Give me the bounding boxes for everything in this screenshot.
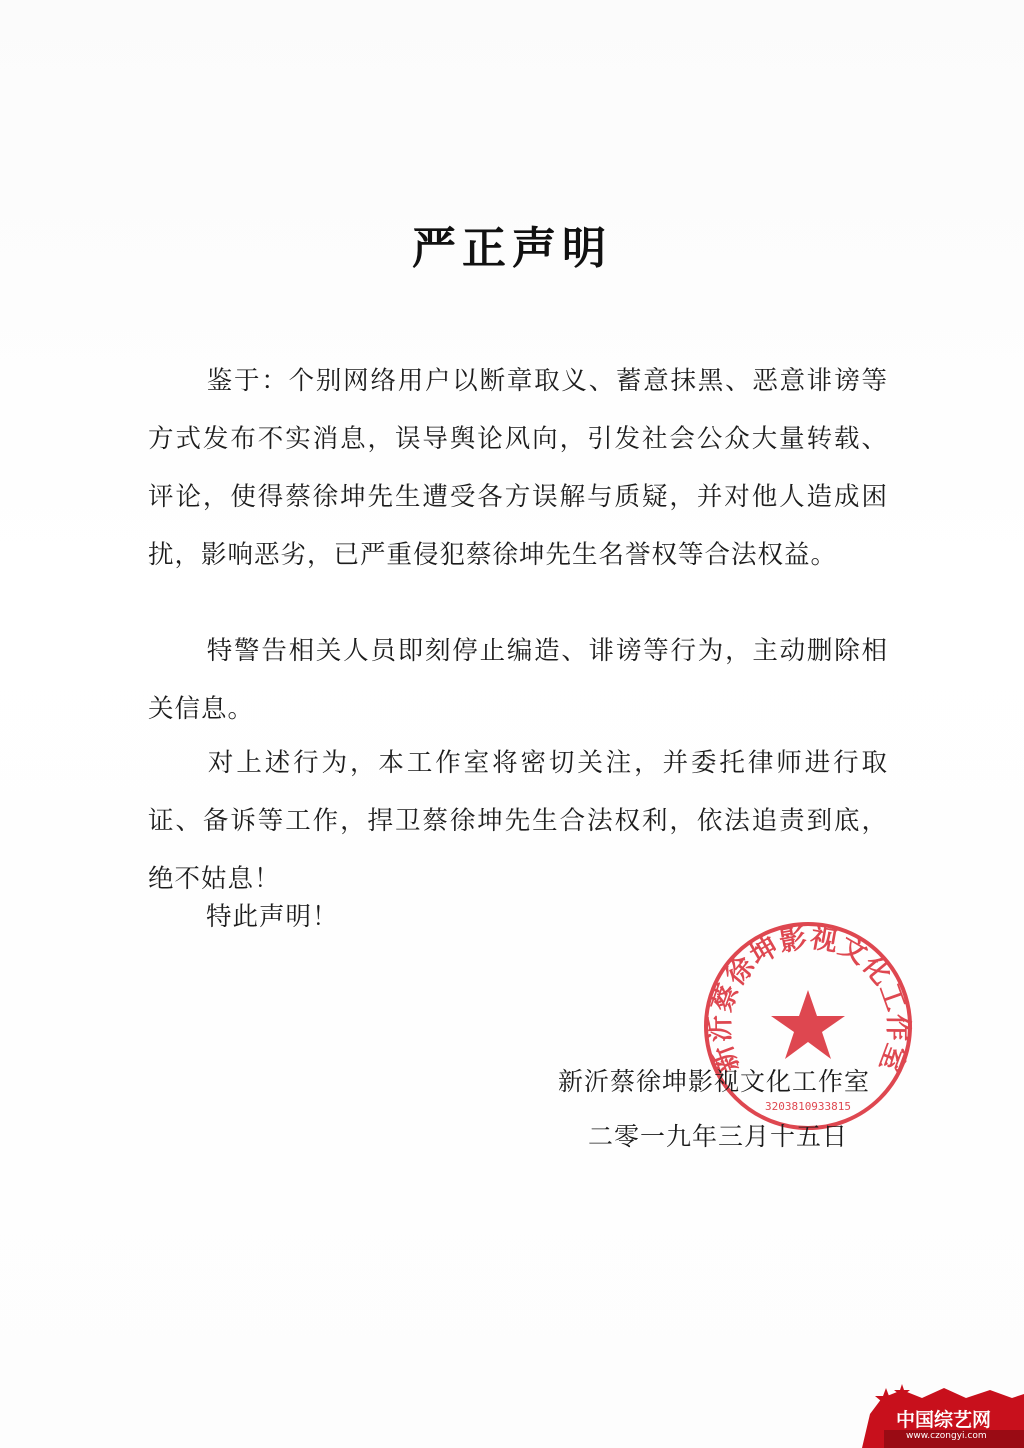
document-title: 严正声明 — [412, 223, 612, 274]
signature-organization: 新沂蔡徐坤影视文化工作室 — [558, 1067, 871, 1096]
watermark-site-name: 中国综艺网 — [896, 1409, 992, 1431]
paragraph-1 — [148, 352, 888, 584]
paragraph-2 — [148, 622, 888, 738]
seal-star-icon — [771, 990, 845, 1059]
paragraph-4-text: 特此声明！ — [206, 902, 339, 932]
paragraph-2-text: 特警告相关人员即刻停止编造、诽谤等行为，主动删除相关信息。 — [148, 636, 888, 724]
paragraph-3 — [148, 734, 888, 908]
watermark-url: www.czongyi.com — [906, 1431, 987, 1441]
seal-text: 新沂蔡徐坤影视文化工作室 — [704, 922, 914, 1077]
official-seal — [700, 918, 916, 1134]
seal-number: 3203810933815 — [764, 1100, 852, 1113]
paragraph-1-text: 鉴于：个别网络用户以断章取义、蓄意抹黑、恶意诽谤等方式发布不实消息，误导舆论风向，引发社会公众大量转载、评论，使得蔡徐坤先生遭受各方误解与质疑，并对他人造成困扰，影响恶劣，已严重侵犯蔡徐坤先生名誉权等合法权益。 — [148, 366, 888, 570]
paragraph-3-text: 对上述行为，本工作室将密切关注，并委托律师进行取证、备诉等工作，捍卫蔡徐坤先生合法权利，依法追责到底，绝不姑息！ — [148, 748, 888, 894]
signature-date: 二零一九年三月十五日 — [588, 1122, 849, 1151]
